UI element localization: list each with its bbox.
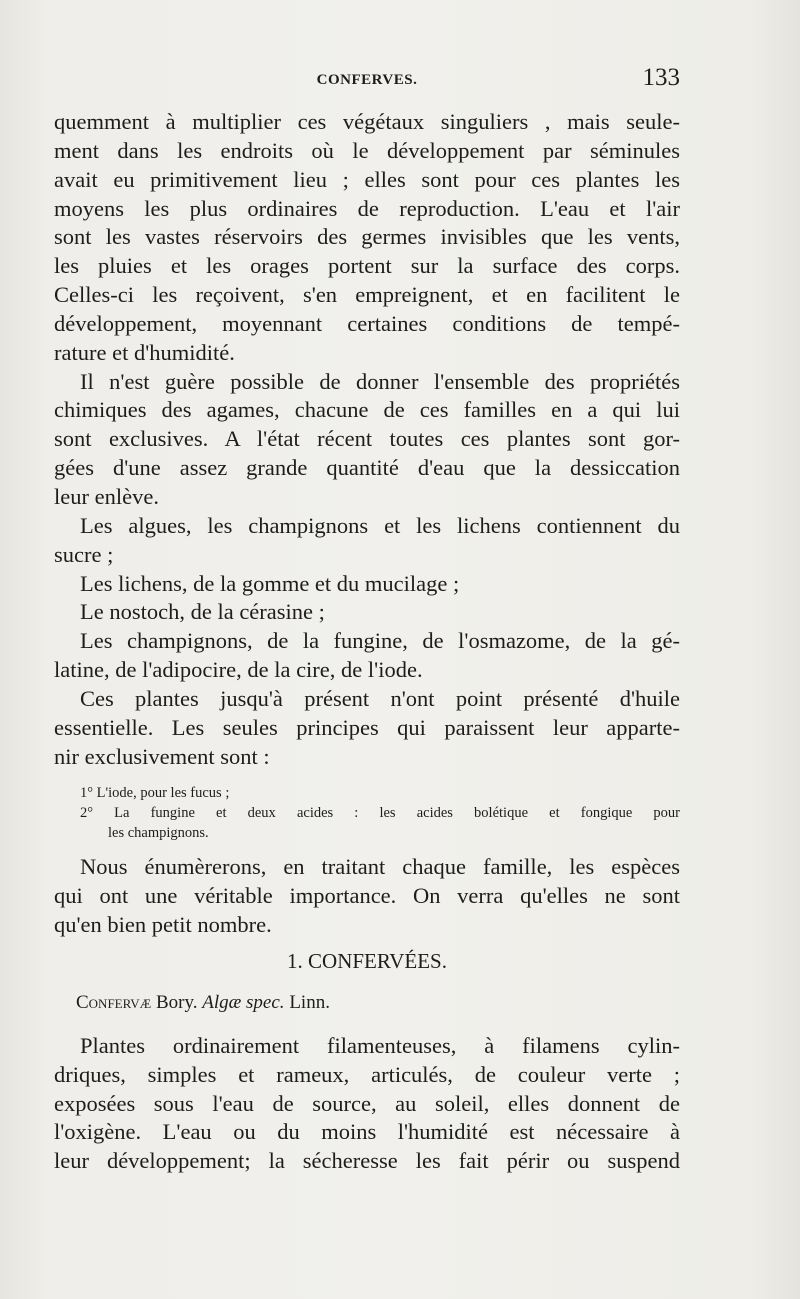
text-line: exposées sous l'eau de source, au soleil, elles donnent de <box>54 1090 680 1116</box>
genus-species: Algæ spec. <box>202 991 285 1013</box>
genus-species-author: Linn. <box>284 991 330 1013</box>
genus-name: Confervæ <box>76 991 152 1013</box>
running-title: CONFERVES. <box>316 72 418 88</box>
text-line: développement, moyennant certaines conditions de tempé- <box>54 310 680 336</box>
text-line: Nous énumèrerons, en traitant chaque famille, les espèces <box>80 854 680 880</box>
text-line: chimiques des agames, chacune de ces familles en a qui lui <box>54 397 680 423</box>
text-line: gées d'une assez grande quantité d'eau que la dessiccation <box>54 455 680 481</box>
text-line: quemment à multiplier ces végétaux singuliers , mais seule- <box>54 109 680 134</box>
text-line: l'oxigène. L'eau ou du moins l'humidité est nécessaire à <box>54 1119 680 1145</box>
genus-author: Bory. <box>151 991 203 1013</box>
text-line: sont exclusives. A l'état récent toutes ces plantes sont gor- <box>54 426 680 452</box>
text-line: Les lichens, de la gomme et du mucilage ; <box>80 570 460 596</box>
text-line: qu'en bien petit nombre. <box>54 912 272 938</box>
text-line: essentielle. Les seules principes qui paraissent leur apparte- <box>54 714 680 740</box>
text-line: nir exclusivement sont : <box>54 743 270 769</box>
text-line: qui ont une véritable importance. On verra qu'elles ne sont <box>54 883 680 909</box>
text-line: leur développement; la sécheresse les fait périr ou suspend <box>54 1148 680 1174</box>
text-line: Les champignons, de la fungine, de l'osmazome, de la gé- <box>80 628 680 654</box>
text-line: sucre ; <box>54 541 114 567</box>
genus-line <box>54 990 680 1016</box>
section-title: 1. CONFERVÉES. <box>287 948 447 973</box>
text-line: Il n'est guère possible de donner l'ensemble des propriétés <box>80 368 680 394</box>
text-line: Celles-ci les reçoivent, s'en empreignent, et en facilitent le <box>54 282 680 308</box>
text-line: Les algues, les champignons et les lichens contiennent du <box>80 512 680 538</box>
note-line: 1° L'iode, pour les fucus ; <box>80 785 230 802</box>
note-line: les champignons. <box>108 825 209 842</box>
page-header <box>54 62 680 102</box>
text-line: ment dans les endroits où le développement par séminules <box>54 137 680 163</box>
text-line: les pluies et les orages portent sur la surface des corps. <box>54 253 680 279</box>
text-line: latine, de l'adipocire, de la cire, de l'iode. <box>54 657 423 683</box>
text-line: driques, simples et rameux, articulés, de couleur verte ; <box>54 1061 680 1087</box>
text-line: leur enlève. <box>54 483 159 509</box>
text-line: moyens les plus ordinaires de reproduction. L'eau et l'air <box>54 195 680 221</box>
page-body <box>54 108 680 1176</box>
page-number: 133 <box>642 64 680 91</box>
text-line: Le nostoch, de la cérasine ; <box>80 599 325 625</box>
text-line: Plantes ordinairement filamenteuses, à filamens cylin- <box>80 1032 680 1058</box>
text-line: avait eu primitivement lieu ; elles sont pour ces plantes les <box>54 166 680 192</box>
text-line: rature et d'humidité. <box>54 339 235 365</box>
note-line: 2° La fungine et deux acides : les acides bolétique et fongique pour <box>80 805 680 822</box>
text-line: sont les vastes réservoirs des germes invisibles que les vents, <box>54 224 680 250</box>
text-line: Ces plantes jusqu'à présent n'ont point présenté d'huile <box>80 685 680 711</box>
